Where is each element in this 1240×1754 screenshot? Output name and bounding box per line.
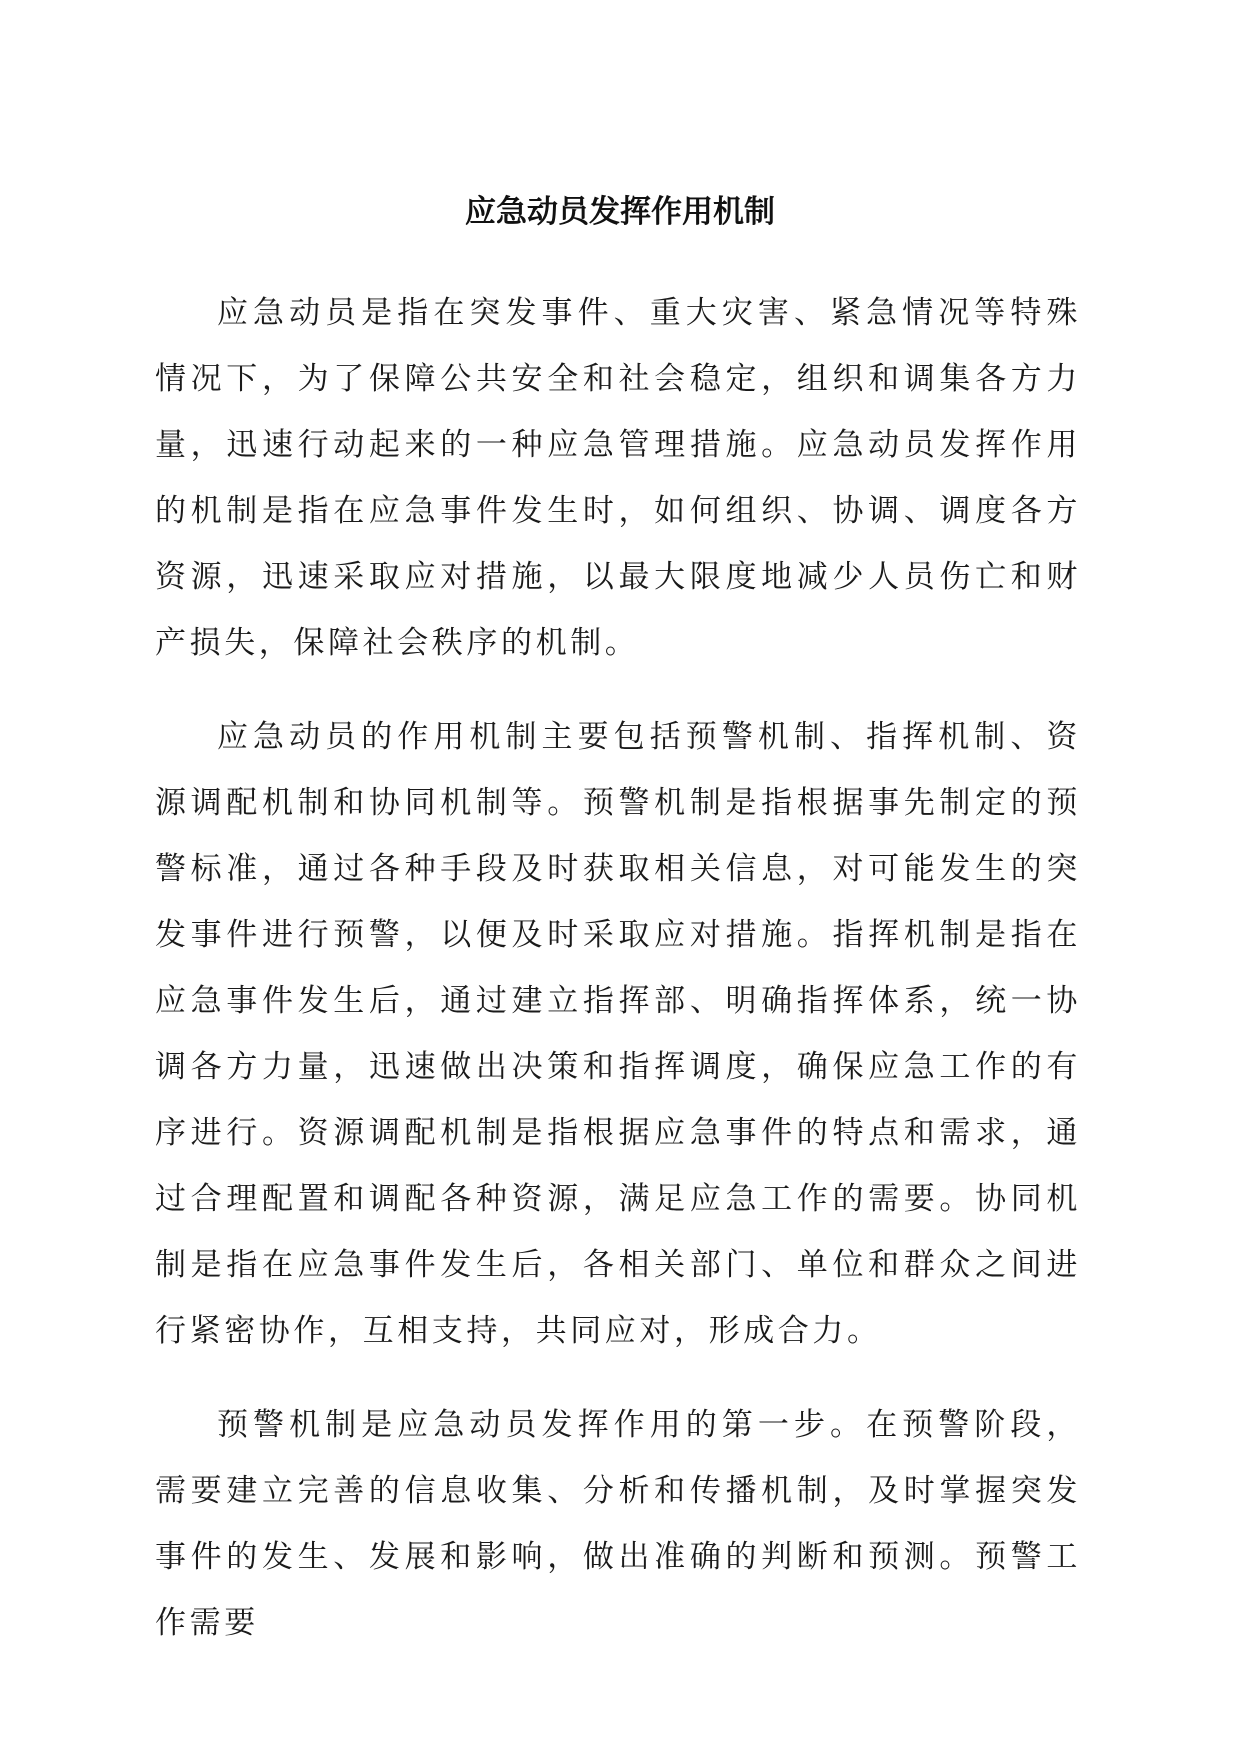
document-title: 应急动员发挥作用机制 <box>465 194 775 230</box>
document-body <box>155 280 1081 1684</box>
paragraph: 应急动员是指在突发事件、重大灾害、紧急情况等特殊情况下，为了保障公共安全和社会稳定，组织和调集各方力量，迅速行动起来的一种应急管理措施。应急动员发挥作用的机制是指在应急事件发生时，如何组织、协调、调度各方资源，迅速采取应对措施，以最大限度地减少人员伤亡和财产损失，保障社会秩序的机制。 <box>155 295 1081 661</box>
paragraph: 预警机制是应急动员发挥作用的第一步。在预警阶段，需要建立完善的信息收集、分析和传播机制，及时掌握突发事件的发生、发展和影响，做出准确的判断和预测。预警工作需要 <box>155 1407 1081 1641</box>
paragraph: 应急动员的作用机制主要包括预警机制、指挥机制、资源调配机制和协同机制等。预警机制是指根据事先制定的预警标准，通过各种手段及时获取相关信息，对可能发生的突发事件进行预警，以便及时采取应对措施。指挥机制是指在应急事件发生后，通过建立指挥部、明确指挥体系，统一协调各方力量，迅速做出决策和指挥调度，确保应急工作的有序进行。资源调配机制是指根据应急事件的特点和需求，通过合理配置和调配各种资源，满足应急工作的需要。协同机制是指在应急事件发生后，各相关部门、单位和群众之间进行紧密协作，互相支持，共同应对，形成合力。 <box>155 719 1081 1349</box>
